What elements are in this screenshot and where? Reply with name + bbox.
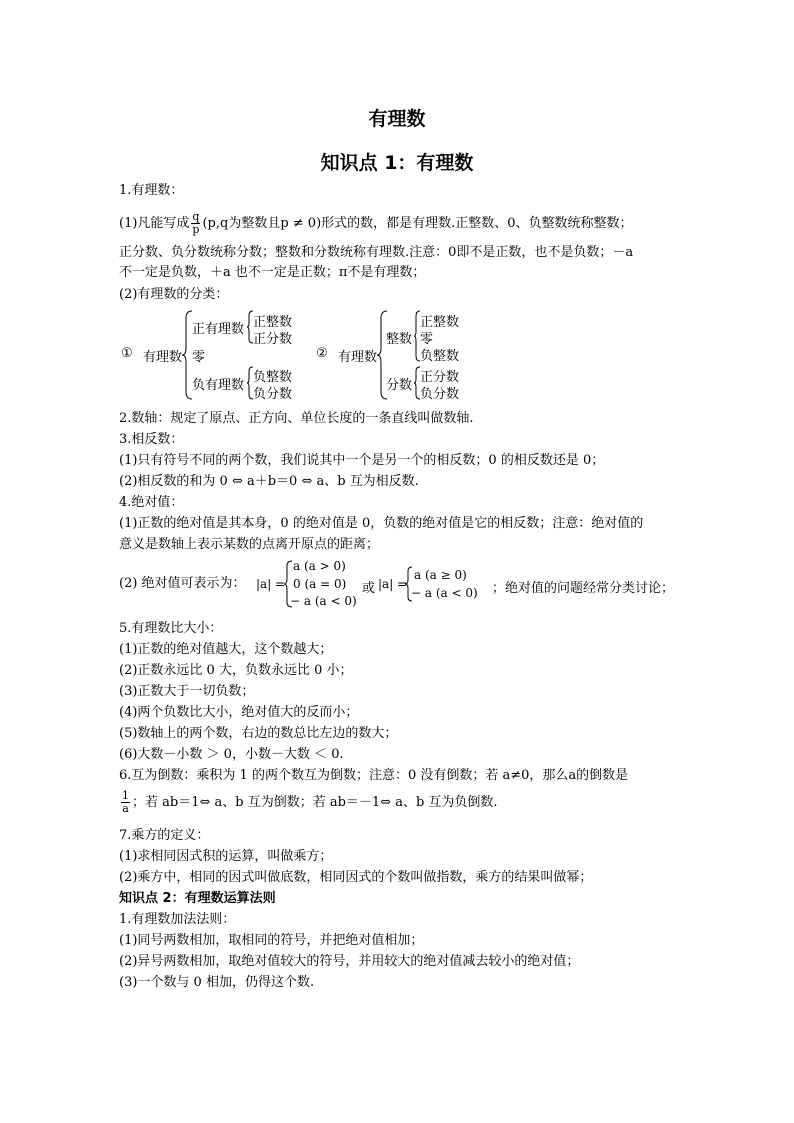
tree2-marker: ② bbox=[316, 346, 328, 361]
tree2-root: 有理数 bbox=[338, 350, 378, 365]
tree2-negative-fraction: 负分数 bbox=[420, 387, 460, 402]
s1-heading: 1.有理数： bbox=[119, 183, 184, 198]
s7-line1: (1)求相同因式积的运算，叫做乘方； bbox=[119, 849, 333, 864]
tree2-zero: 零 bbox=[420, 332, 434, 347]
kp2-subheading: 1.有理数加法法则： bbox=[119, 912, 236, 927]
s1-line3: 不一定是负数，＋a 也不一定是正数；π不是有理数； bbox=[119, 265, 426, 280]
tree1-negative-integer: 负整数 bbox=[253, 370, 293, 385]
page-title: 有理数 bbox=[368, 108, 426, 130]
tree2-positive-fraction: 正分数 bbox=[420, 370, 460, 385]
s4-line3-prefix: (2) 绝对值可表示为： bbox=[119, 576, 246, 591]
s5-line2: (2)正数永远比 0 大，负数永远比 0 小； bbox=[119, 663, 353, 678]
abs-expression-1: |a| = bbox=[256, 577, 286, 591]
s1-line1-a: (1)凡能写成 bbox=[119, 216, 190, 231]
s3-line2: (2)相反数的和为 0 ⇔ a＋b＝0 ⇔ a、b 互为相反数. bbox=[119, 474, 419, 489]
abs-case-nonneg: a (a ≥ 0) bbox=[414, 568, 467, 582]
fraction-1-over-a: $\frac{1}{a}$ bbox=[122, 789, 129, 815]
s5-line1: (1)正数的绝对值越大，这个数越大； bbox=[119, 642, 333, 657]
s1-line2: 正分数、负分数统称分数；整数和分数统称有理数.注意：0即不是正数，也不是负数；－a bbox=[119, 245, 634, 260]
s7-line2: (2)乘方中，相同的因式叫做底数，相同因式的个数叫做指数，乘方的结果叫做幂； bbox=[119, 870, 593, 885]
abs-case-neg-2: − a (a < 0) bbox=[411, 586, 478, 600]
s6-line2-text: ；若 ab＝1⇔ a、b 互为倒数；若 ab＝－1⇔ a、b 互为负倒数. bbox=[132, 795, 498, 810]
s1-line1-b: (p,q为整数且p ≠ 0)形式的数，都是有理数.正整数、0、负整数统称整数； bbox=[202, 216, 633, 231]
s5-heading: 5.有理数比大小： bbox=[119, 621, 223, 636]
abs-expression-2: |a| = bbox=[378, 577, 408, 591]
tree1-zero: 零 bbox=[192, 350, 206, 365]
tree2-integer: 整数 bbox=[386, 332, 413, 347]
tree2-positive-integer: 正整数 bbox=[420, 315, 460, 330]
s4-line1: (1)正数的绝对值是其本身，0 的绝对值是 0，负数的绝对值是它的相反数；注意：绝对值的 bbox=[119, 516, 644, 531]
s2-line1: 2.数轴：规定了原点、正方向、单位长度的一条直线叫做数轴. bbox=[119, 411, 474, 426]
s4-line3-suffix: ；绝对值的问题经常分类讨论； bbox=[492, 581, 675, 596]
s1-line1 bbox=[119, 211, 633, 236]
tree1-marker: ① bbox=[121, 346, 133, 361]
s5-line5: (5)数轴上的两个数，右边的数总比左边的数大； bbox=[119, 726, 398, 741]
abs-case-zero: 0 (a = 0) bbox=[293, 577, 347, 591]
s5-line4: (4)两个负数比大小，绝对值大的反而小； bbox=[119, 705, 359, 720]
s5-line3: (3)正数大于一切负数； bbox=[119, 684, 255, 699]
section-title-knowledge-1: 知识点 1：有理数 bbox=[320, 152, 474, 174]
s6-line1: 6.互为倒数：乘积为 1 的两个数互为倒数；注意：0 没有倒数；若 a≠0，那么a的倒数是 bbox=[119, 768, 629, 783]
tree1-root: 有理数 bbox=[143, 350, 183, 365]
s6-line2 bbox=[121, 790, 498, 815]
tree2-fraction: 分数 bbox=[386, 378, 413, 393]
s3-line1: (1)只有符号不同的两个数，我们说其中一个是另一个的相反数；0 的相反数还是 0； bbox=[119, 453, 605, 468]
kp2-line2: (2)异号两数相加，取绝对值较大的符号，并用较大的绝对值减去较小的绝对值； bbox=[119, 954, 580, 969]
s4-heading: 4.绝对值： bbox=[119, 495, 184, 510]
s5-line6: (6)大数－小数 ＞ 0，小数－大数 ＜ 0. bbox=[119, 747, 344, 762]
s7-heading: 7.乘方的定义： bbox=[119, 828, 210, 843]
s4-line2: 意义是数轴上表示某数的点离开原点的距离； bbox=[119, 537, 380, 552]
abs-case-positive: a (a > 0) bbox=[293, 559, 346, 573]
tree1-positive-integer: 正整数 bbox=[253, 315, 293, 330]
fraction-q-over-p: $\frac{q}{p}$ bbox=[192, 210, 200, 236]
kp2-line3: (3)一个数与 0 相加，仍得这个数. bbox=[119, 975, 315, 990]
abs-or: 或 bbox=[362, 581, 376, 596]
s1-line4: (2)有理数的分类： bbox=[119, 287, 229, 302]
tree2-negative-integer: 负整数 bbox=[420, 349, 460, 364]
tree1-negative-fraction: 负分数 bbox=[253, 387, 293, 402]
tree1-positive: 正有理数 bbox=[192, 322, 245, 337]
tree1-positive-fraction: 正分数 bbox=[253, 332, 293, 347]
tree1-negative: 负有理数 bbox=[192, 378, 245, 393]
kp2-line1: (1)同号两数相加，取相同的符号，并把绝对值相加； bbox=[119, 933, 424, 948]
abs-case-negative: − a (a < 0) bbox=[290, 594, 357, 608]
section-title-knowledge-2: 知识点 2：有理数运算法则 bbox=[119, 891, 276, 906]
s3-heading: 3.相反数： bbox=[119, 432, 184, 447]
